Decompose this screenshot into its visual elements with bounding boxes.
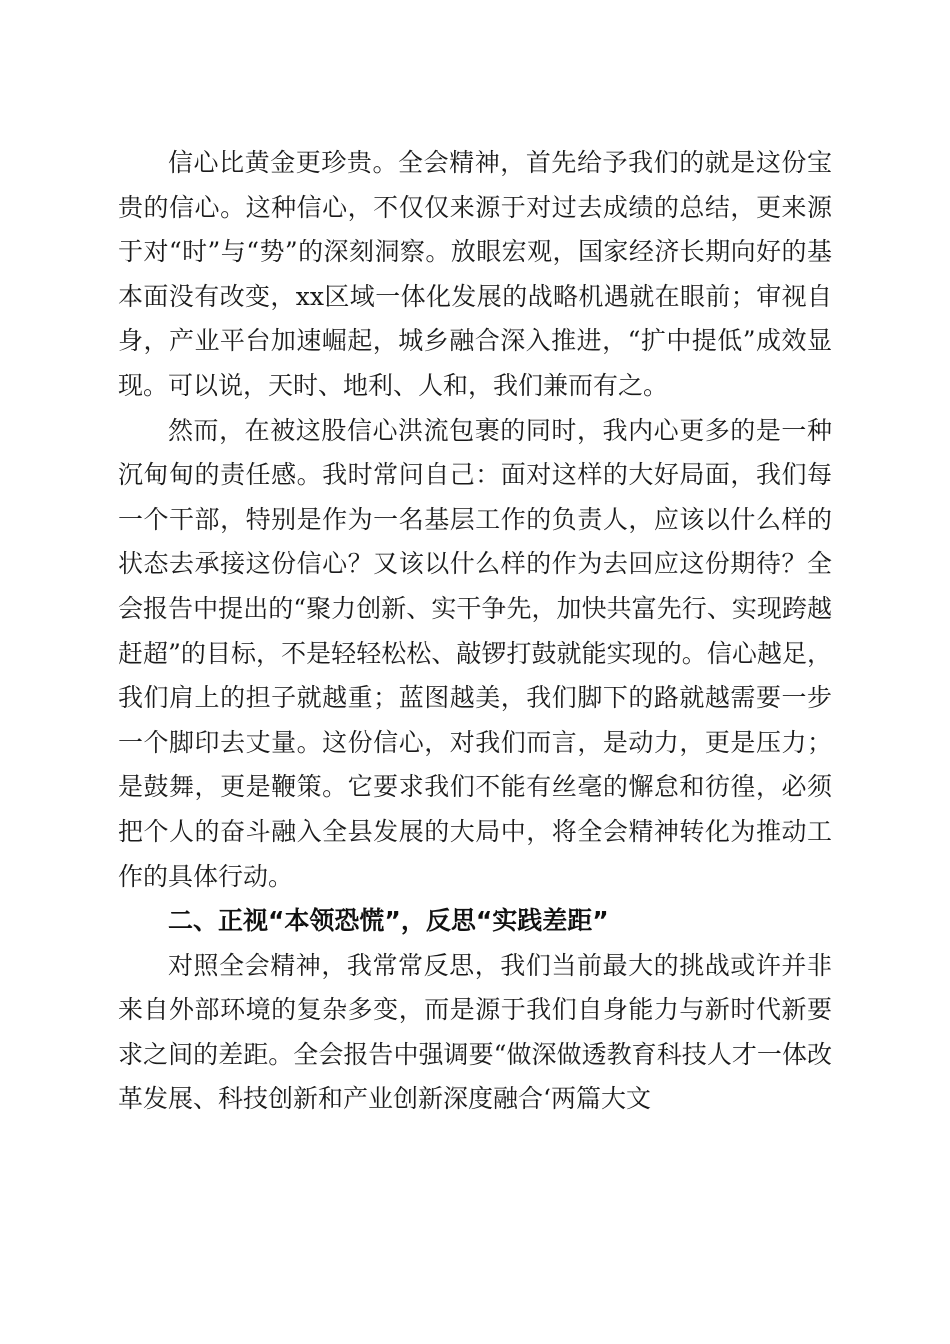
document-body	[118, 141, 832, 1122]
section-heading: 二、正视“本领恐慌”，反思“实践差距”	[168, 906, 609, 936]
paragraph-responsibility: 然而，在被这股信心洪流包裹的同时，我内心更多的是一种沉甸甸的责任感。我时常问自己：面对这样的大好局面，我们每一个干部，特别是作为一名基层工作的负责人，应该以什么样的状态去承接这份信心？又该以什么样的作为去回应这份期待？全会报告中提出的“聚力创新、实干争先，加快共富先行、实现跨越赶超”的目标，不是轻轻松松、敲锣打鼓就能实现的。信心越足，我们肩上的担子就越重；蓝图越美，我们脚下的路就越需要一步一个脚印去丈量。这份信心，对我们而言，是动力，更是压力；是鼓舞，更是鞭策。它要求我们不能有丝毫的懈怠和彷徨，必须把个人的奋斗融入全县发展的大局中，将全会精神转化为推动工作的具体行动。	[118, 415, 832, 891]
paragraph-confidence: 信心比黄金更珍贵。全会精神，首先给予我们的就是这份宝贵的信心。这种信心，不仅仅来源于对过去成绩的总结，更来源于对“时”与“势”的深刻洞察。放眼宏观，国家经济长期向好的基本面没有改变，xx区域一体化发展的战略机遇就在眼前；审视自身，产业平台加速崛起，城乡融合深入推进，“扩中提低”成效显现。可以说，天时、地利、人和，我们兼而有之。	[118, 148, 832, 400]
paragraph-reflection: 对照全会精神，我常常反思，我们当前最大的挑战或许并非来自外部环境的复杂多变，而是源于我们自身能力与新时代新要求之间的差距。全会报告中强调要“做深做透教育科技人才一体改革发展、科技创新和产业创新深度融合‘两篇大文	[118, 950, 832, 1114]
